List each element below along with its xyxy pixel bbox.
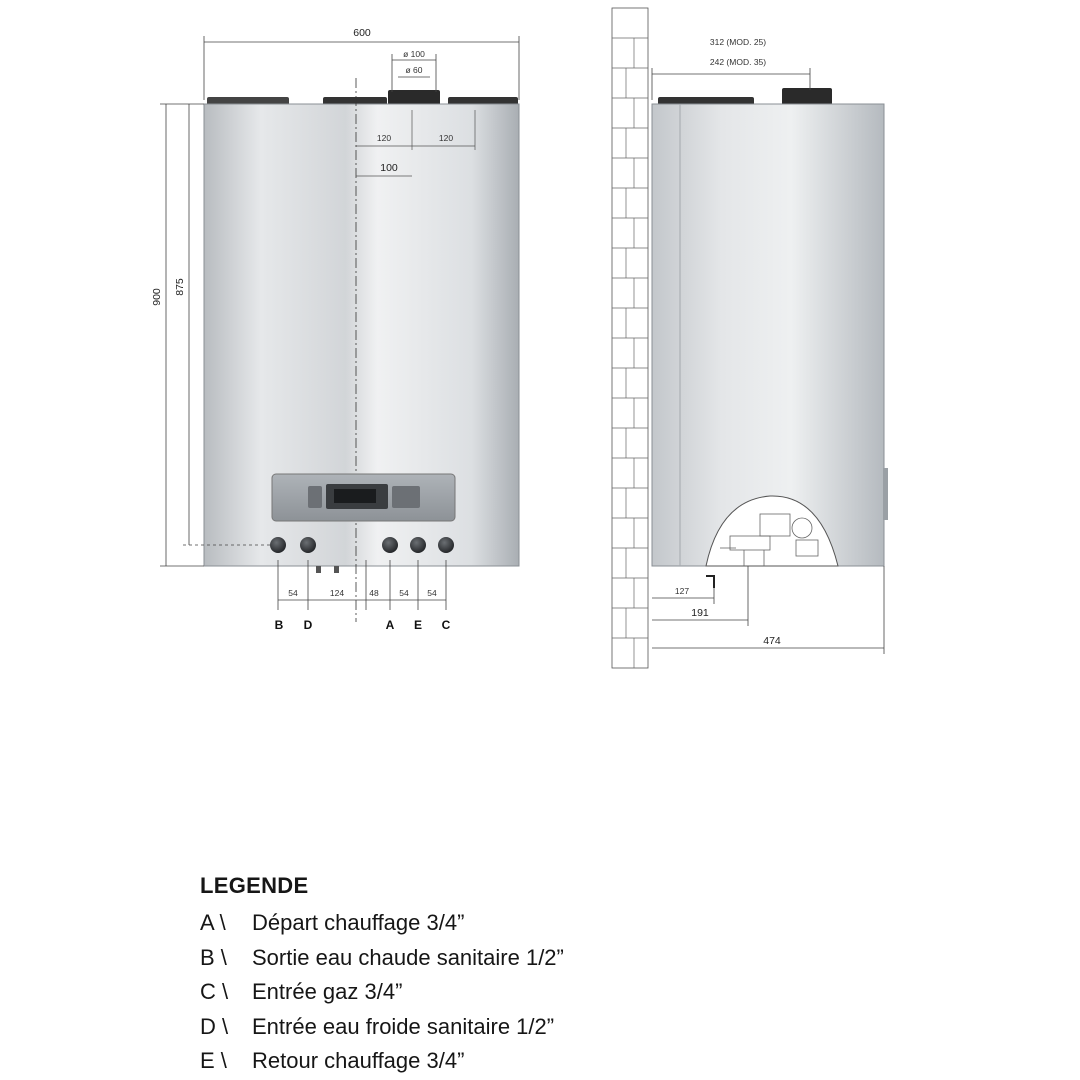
connection-b: B (274, 618, 284, 632)
side-bottom-offset-label: 191 (691, 607, 709, 619)
top-offset-right-label: 120 (438, 133, 454, 143)
side-view (612, 8, 888, 668)
legend-list (200, 906, 1020, 1079)
knob-3 (382, 537, 398, 553)
legend-item-key: A \ (200, 910, 226, 935)
legend-item-text: Sortie eau chaude sanitaire 1/2” (252, 944, 564, 970)
dim-bottom-spacings (278, 560, 446, 610)
dim-height-inner-label: 875 (174, 278, 186, 296)
legend-item-key: E \ (200, 1048, 227, 1073)
spacing-label-3: 48 (369, 588, 379, 598)
spacing-label-4: 54 (399, 588, 409, 598)
legend-item-text: Départ chauffage 3/4” (252, 910, 465, 935)
knob-1 (270, 537, 286, 553)
bottom-stub-1 (316, 566, 321, 573)
dim-width (204, 36, 519, 100)
legend-item (200, 1010, 1020, 1045)
connection-c: C (441, 618, 451, 632)
display-window (334, 489, 376, 503)
legend-item-text: Entrée eau froide sanitaire 1/2” (252, 1013, 555, 1039)
fitting-marker (706, 576, 714, 588)
legend-item (200, 906, 1020, 941)
legend-item-key: C \ (200, 979, 229, 1004)
knob-5 (438, 537, 454, 553)
spacing-label-1: 54 (288, 588, 298, 598)
connection-e: E (413, 618, 423, 632)
dim-height-outer-label: 900 (151, 288, 163, 306)
spacing-label-2: 124 (329, 588, 345, 598)
legend-item-text: Retour chauffage 3/4” (252, 1048, 465, 1073)
flue-diam-inner-label: ø 60 (405, 65, 423, 75)
front-view (151, 27, 519, 632)
connection-a: A (385, 618, 395, 632)
dim-width-label: 600 (353, 27, 371, 39)
panel-buttons-left (308, 486, 322, 508)
side-flue-outlet (782, 88, 832, 105)
spacing-label-5: 54 (427, 588, 437, 598)
legend (200, 872, 1020, 1079)
panel-buttons-right (392, 486, 420, 508)
side-depth-label: 474 (763, 635, 781, 647)
bottom-stub-2 (334, 566, 339, 573)
legend-item (200, 1044, 1020, 1079)
side-small-label: 127 (674, 586, 690, 596)
legend-title: LEGENDE (200, 873, 309, 898)
side-handle (883, 468, 888, 520)
connection-d: D (303, 618, 313, 632)
side-top-label-1: 312 (MOD. 25) (709, 37, 767, 47)
legend-item-key: B \ (200, 944, 227, 970)
flue-offset-label: 100 (380, 162, 398, 174)
flue-diam-outer-label: ø 100 (403, 49, 425, 59)
legend-item-text: Entrée gaz 3/4” (252, 979, 403, 1004)
legend-item-key: D \ (200, 1013, 229, 1039)
knob-4 (410, 537, 426, 553)
legend-item (200, 941, 1020, 976)
legend-item (200, 975, 1020, 1010)
side-top-label-2: 242 (MOD. 35) (709, 57, 767, 67)
top-offset-left-label: 120 (376, 133, 392, 143)
knob-2 (300, 537, 316, 553)
